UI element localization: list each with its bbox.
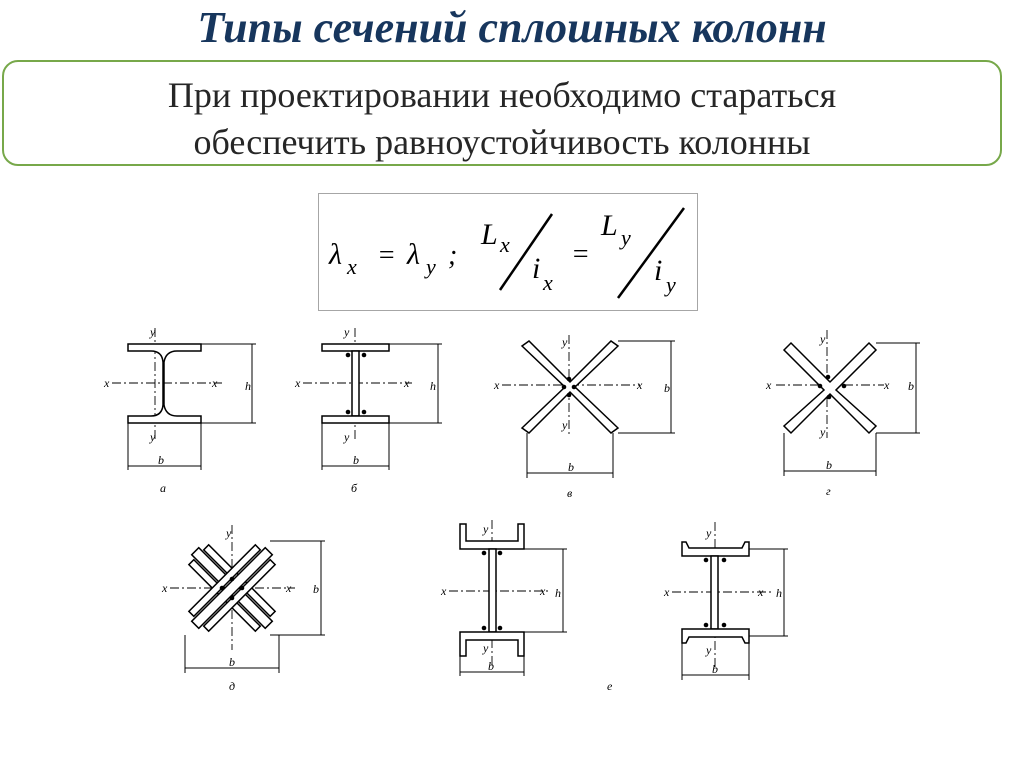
bottom-flange-plate [322,416,389,423]
caption-g: г [826,484,831,498]
label-b-v: b [568,460,574,474]
caption-v: в [567,486,573,500]
label-y-top-v: y [562,335,568,349]
formula-i-x: i [532,252,541,285]
i-beam-section [128,344,201,423]
label-x-left-e1: x [441,584,447,598]
label-b-e2: b [712,662,718,676]
formula-L-sub-y: y [621,225,631,250]
figure-a [103,325,256,495]
formula-sub-x: x [347,254,357,279]
label-b-b: b [353,453,359,467]
formula-i-y: i [654,254,663,287]
label-x-right-e1: x [540,584,546,598]
formula-i-sub-x: x [543,270,553,295]
web-plate [352,351,359,416]
label-x-left-d: x [162,581,168,595]
label-y-top-b: y [344,325,350,339]
label-h-b: h [430,379,436,393]
web-plate-e1 [489,549,496,632]
label-y-bottom-e1: y [483,641,489,655]
label-x-right-v: x [637,378,643,392]
figure-e-left [440,520,613,693]
note-line-1: При проектировании необходимо стараться [167,75,837,115]
formula-equals-1: = [377,240,396,271]
label-b-side-d: b [313,582,319,596]
label-x-right-d: x [286,581,292,595]
label-y-bottom-v: y [562,418,568,432]
formula-L-x: L [481,218,498,251]
label-y-bottom-g: y [820,425,826,439]
formula-L-sub-x: x [500,232,510,257]
label-y-bottom-b: y [344,430,350,444]
formula-lambda-x: λ [329,238,342,271]
label-y-top-a: y [150,325,156,339]
label-h-a: h [245,379,251,393]
label-x-left-e2: x [664,585,670,599]
figure-e-right [663,522,788,680]
slide-title: Типы сечений сплошных колонн [197,3,827,52]
top-flange-plate [322,344,389,351]
angle-cross-section-2 [784,343,876,433]
caption-d: д [229,679,236,693]
label-x-left-a: x [104,376,110,390]
bottom-t-section [682,629,749,643]
top-t-section [682,542,749,556]
label-x-left-v: x [494,378,500,392]
label-y-top-g: y [820,332,826,346]
label-y-bottom-a: y [150,430,156,444]
label-x-right-a: x [212,376,218,390]
figure-d [161,525,325,693]
formula-lambda-y: λ [407,238,420,271]
label-h-e1: h [555,586,561,600]
angle-cross-section [522,341,618,433]
caption-b: б [351,481,358,495]
formula-sub-y: y [426,254,436,279]
label-y-top-e1: y [483,522,489,536]
label-h-e2: h [776,586,782,600]
label-b-side-g: b [908,379,914,393]
figure-g [765,330,920,498]
web-plate-e2 [711,556,718,629]
label-b-e1: b [488,659,494,673]
label-y-top-e2: y [706,526,712,540]
label-x-right-g: x [884,378,890,392]
formula-equals-2: = [571,239,590,270]
label-x-right-b: x [404,376,410,390]
label-x-right-e2: x [758,585,764,599]
label-b-a: b [158,453,164,467]
figure-b [294,325,442,495]
formula-semicolon: ; [448,240,458,271]
label-b-side-v: b [664,381,670,395]
label-y-top-d: y [226,526,232,540]
formula [328,208,684,298]
figure-v [493,335,675,500]
label-b-g: b [826,458,832,472]
caption-a: а [160,481,166,495]
label-x-left-g: x [766,378,772,392]
formula-i-sub-y: y [666,272,676,297]
note-line-2: обеспечить равноустойчивость колонны [193,122,811,162]
label-y-bottom-e2: y [706,643,712,657]
caption-e: е [607,679,613,693]
formula-L-y: L [601,209,618,242]
label-x-left-b: x [295,376,301,390]
label-b-d: b [229,655,235,669]
